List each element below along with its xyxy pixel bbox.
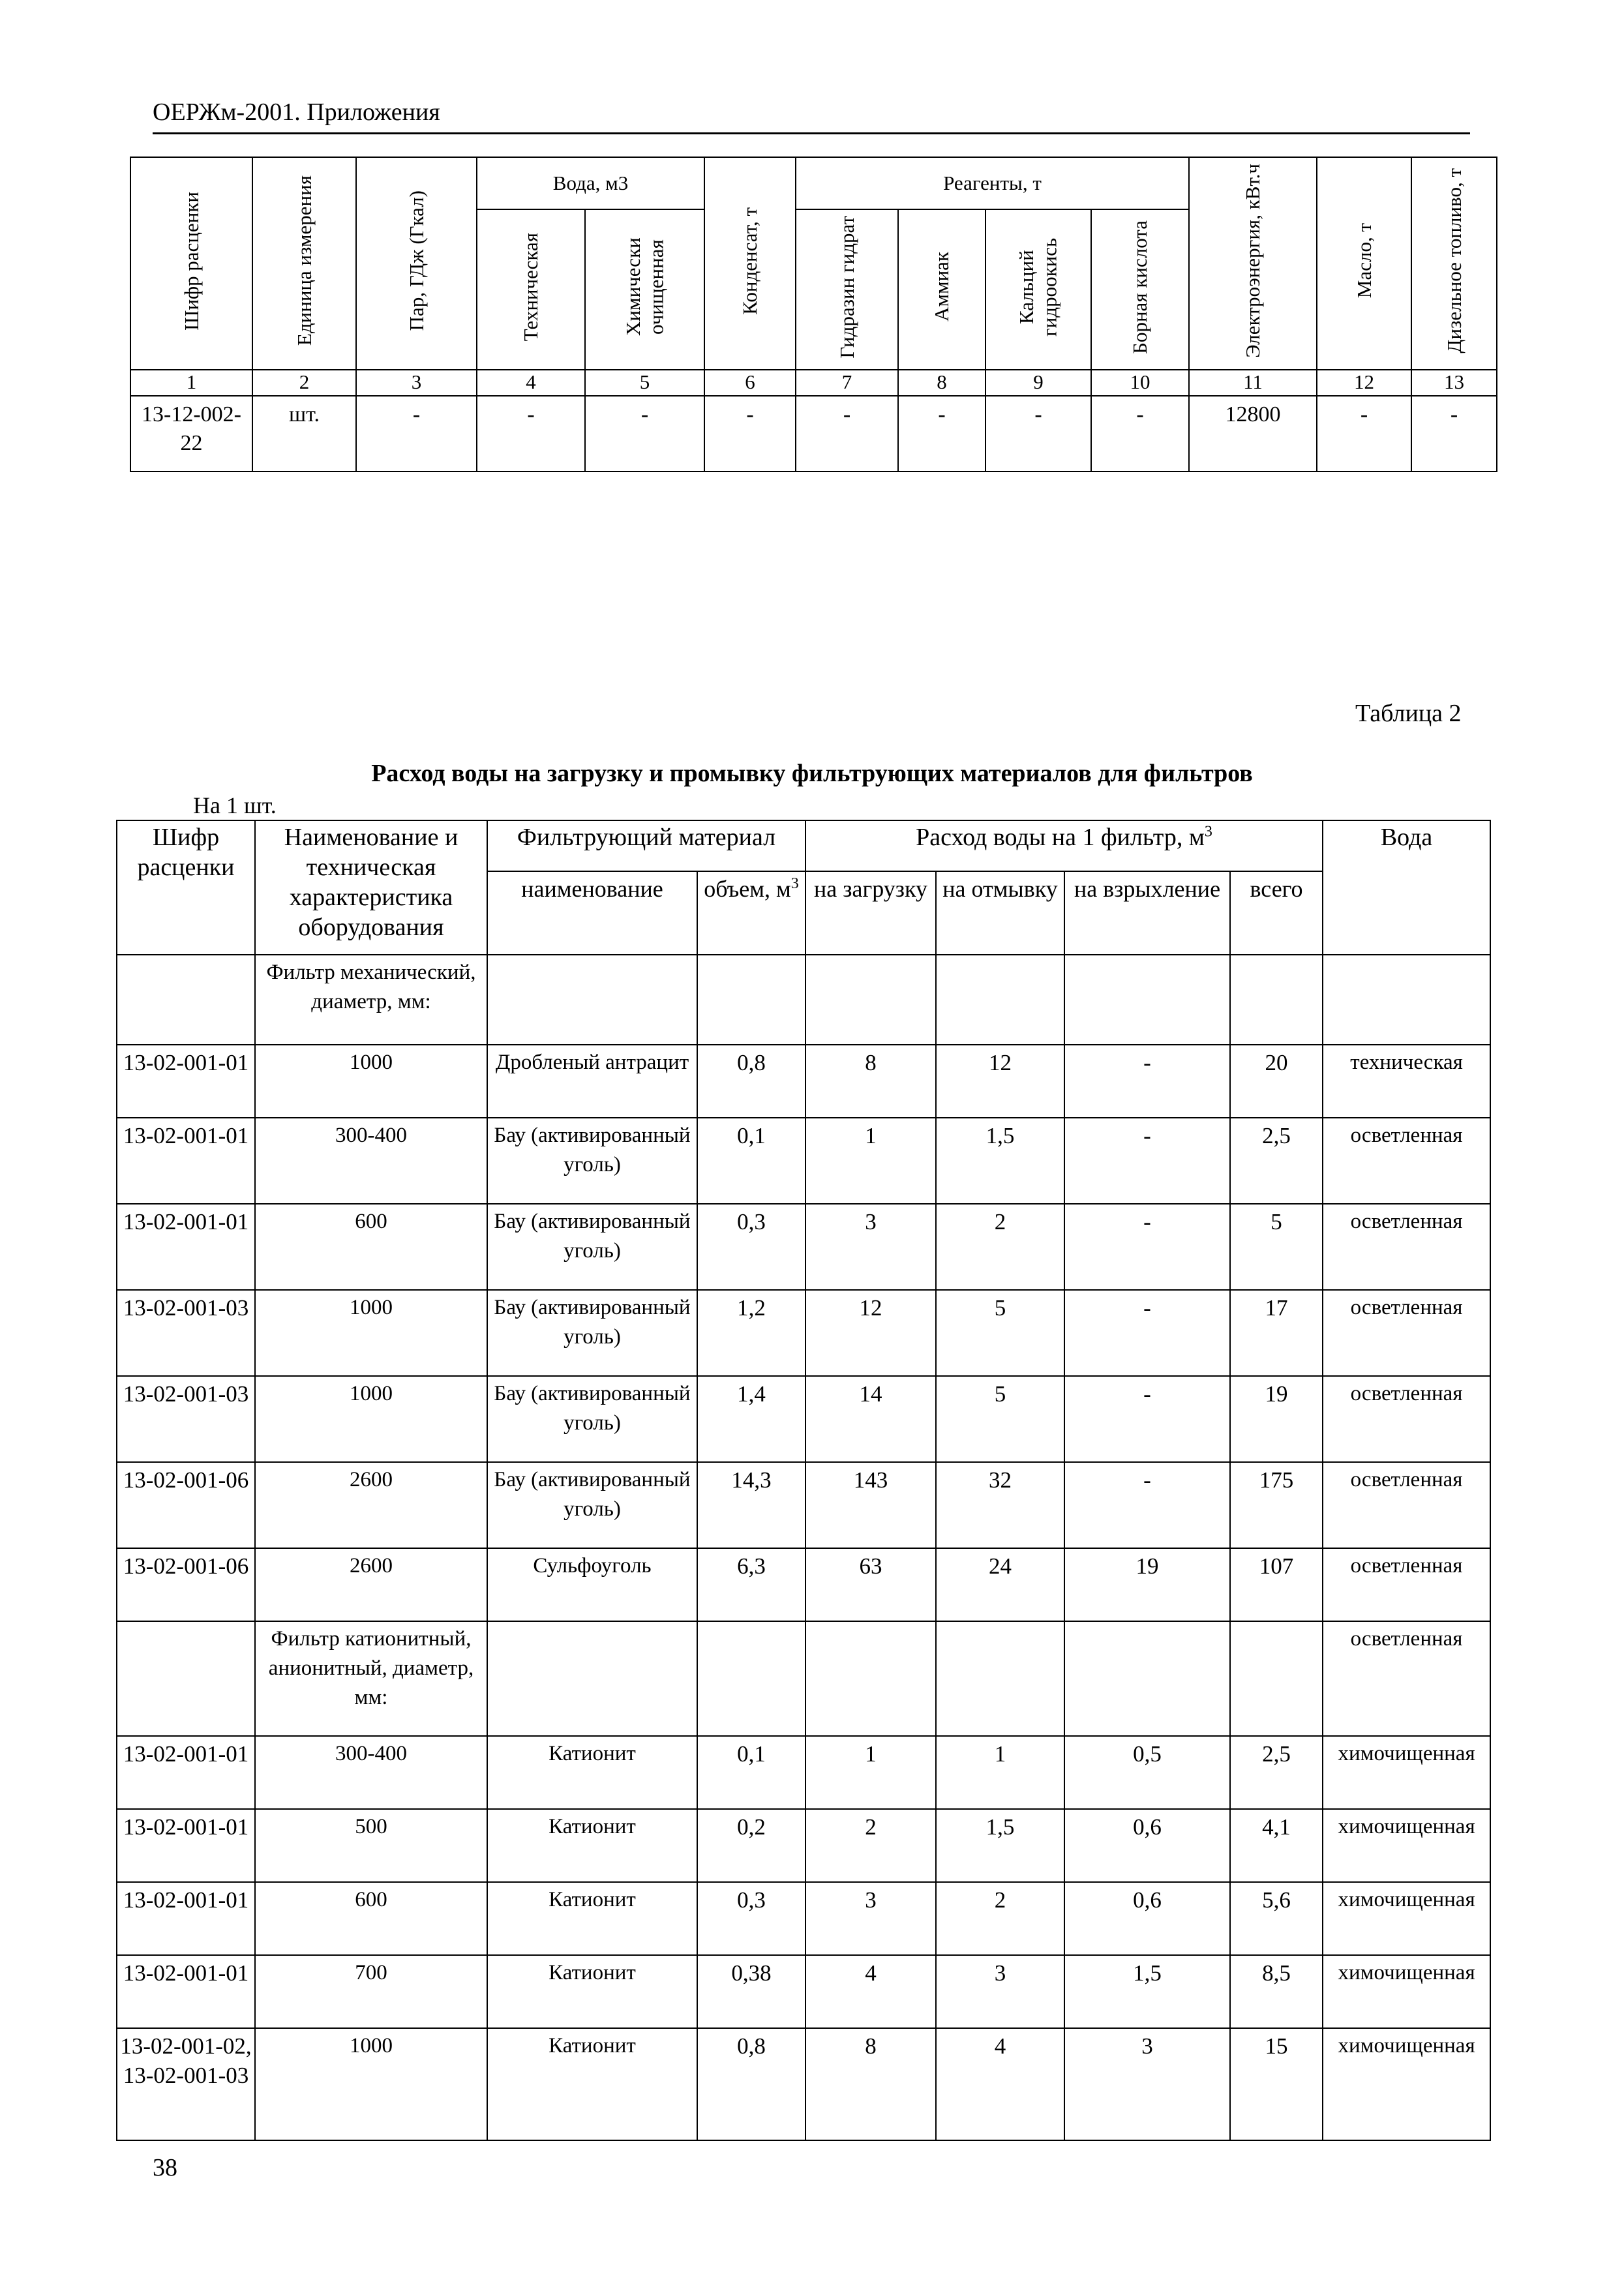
header-oil-label: Масло, т bbox=[1352, 223, 1376, 299]
table-row bbox=[117, 1882, 1490, 1955]
table-cell bbox=[697, 1621, 805, 1736]
table-cell: 600 bbox=[255, 1204, 487, 1290]
table-cell: 13-02-001-06 bbox=[117, 1548, 255, 1621]
table-cell: 4 bbox=[936, 2028, 1064, 2140]
header-water-chem bbox=[585, 209, 704, 370]
table-cell: 8 bbox=[805, 2028, 936, 2140]
header-loading: на загрузку bbox=[805, 871, 936, 955]
header-code: Шифр расценки bbox=[117, 820, 255, 955]
table-cell: 5 bbox=[936, 1376, 1064, 1462]
header-diesel bbox=[1411, 157, 1497, 370]
table-cell: Катионит bbox=[487, 1736, 697, 1809]
table-cell: 12 bbox=[936, 1045, 1064, 1118]
table-row bbox=[117, 1955, 1490, 2028]
table-cell: 2,5 bbox=[1230, 1118, 1323, 1204]
column-number: 13 bbox=[1411, 370, 1497, 396]
table-cell: 20 bbox=[1230, 1045, 1323, 1118]
table-cell bbox=[1323, 955, 1490, 1045]
table-cell bbox=[117, 1621, 255, 1736]
header-unit bbox=[252, 157, 356, 370]
table-cell: 13-12-002-22 bbox=[130, 396, 252, 471]
document-header-title: ОЕРЖм-2001. Приложения bbox=[153, 98, 440, 126]
table-cell: 13-02-001-02, 13-02-001-03 bbox=[117, 2028, 255, 2140]
table-cell: 13-02-001-01 bbox=[117, 1882, 255, 1955]
table-cell bbox=[1064, 1621, 1230, 1736]
table-cell: 5 bbox=[1230, 1204, 1323, 1290]
table-cell: 5 bbox=[936, 1290, 1064, 1376]
table-cell bbox=[936, 955, 1064, 1045]
table-cell: - bbox=[477, 396, 585, 471]
table-cell: 1,5 bbox=[1064, 1955, 1230, 2028]
table-cell: 13-02-001-01 bbox=[117, 1118, 255, 1204]
table-cell bbox=[805, 1621, 936, 1736]
table-cell: 12800 bbox=[1189, 396, 1317, 471]
table-cell: 5,6 bbox=[1230, 1882, 1323, 1955]
table-cell: - bbox=[1064, 1204, 1230, 1290]
table-cell: 13-02-001-03 bbox=[117, 1376, 255, 1462]
header-boric-label: Борная кислота bbox=[1128, 220, 1152, 354]
header-material-volume-sup: 3 bbox=[790, 875, 799, 892]
header-water-tech-label: Техническая bbox=[519, 232, 543, 342]
table-row bbox=[117, 1045, 1490, 1118]
table-cell: - bbox=[1091, 396, 1189, 471]
table-cell: Фильтр механический, диаметр, мм: bbox=[255, 955, 487, 1045]
table-cell: Дробленый антрацит bbox=[487, 1045, 697, 1118]
table-cell: 143 bbox=[805, 1462, 936, 1548]
header-unit-label: Единица измерения bbox=[292, 175, 316, 346]
header-boric bbox=[1091, 209, 1189, 370]
header-material-group: Фильтрующий материал bbox=[487, 820, 805, 871]
table-cell: 12 bbox=[805, 1290, 936, 1376]
header-hydrazine bbox=[796, 209, 898, 370]
table-cell: 13-02-001-03 bbox=[117, 1290, 255, 1376]
table-cell: химочищенная bbox=[1323, 1809, 1490, 1882]
table-cell bbox=[936, 1621, 1064, 1736]
header-code-label: Шифр расценки bbox=[179, 191, 203, 331]
header-ammonia-label: Аммиак bbox=[930, 252, 954, 322]
table-cell bbox=[805, 955, 936, 1045]
table-cell: 24 bbox=[936, 1548, 1064, 1621]
table-cell: Катионит bbox=[487, 1809, 697, 1882]
table-cell: 1000 bbox=[255, 1045, 487, 1118]
column-number: 4 bbox=[477, 370, 585, 396]
header-water: Вода bbox=[1323, 820, 1490, 955]
header-reagents-group: Реагенты, т bbox=[796, 157, 1189, 209]
table-cell: химочищенная bbox=[1323, 1882, 1490, 1955]
table-cell: Бау (активированный уголь) bbox=[487, 1462, 697, 1548]
table-cell: 0,8 bbox=[697, 2028, 805, 2140]
table-cell: 0,3 bbox=[697, 1882, 805, 1955]
table-cell: 17 bbox=[1230, 1290, 1323, 1376]
table-title: Расход воды на загрузку и промывку фильтрующих материалов для фильтров bbox=[371, 760, 1253, 787]
header-water-group-label: Расход воды на 1 фильтр, м bbox=[916, 824, 1205, 851]
table-cell: Катионит bbox=[487, 2028, 697, 2140]
table-cell bbox=[117, 955, 255, 1045]
table-cell: 600 bbox=[255, 1882, 487, 1955]
table-row bbox=[117, 1118, 1490, 1204]
table-row bbox=[117, 2028, 1490, 2140]
table-row bbox=[117, 1376, 1490, 1462]
table-cell: Катионит bbox=[487, 1882, 697, 1955]
table-cell: 300-400 bbox=[255, 1118, 487, 1204]
table-cell: 63 bbox=[805, 1548, 936, 1621]
table-cell: 700 bbox=[255, 1955, 487, 2028]
column-number: 11 bbox=[1189, 370, 1317, 396]
header-loosening: на взрыхление bbox=[1064, 871, 1230, 955]
table-cell: Сульфоуголь bbox=[487, 1548, 697, 1621]
table-cell: 1 bbox=[936, 1736, 1064, 1809]
table-cell: Бау (активированный уголь) bbox=[487, 1376, 697, 1462]
table-cell: осветленная bbox=[1323, 1290, 1490, 1376]
table-cell: Бау (активированный уголь) bbox=[487, 1290, 697, 1376]
table-cell: 0,6 bbox=[1064, 1809, 1230, 1882]
table-cell: 0,38 bbox=[697, 1955, 805, 2028]
table-row bbox=[117, 1548, 1490, 1621]
header-hydrazine-label: Гидразин гидрат bbox=[835, 215, 858, 359]
header-water-tech bbox=[477, 209, 585, 370]
header-water-group bbox=[805, 820, 1323, 871]
header-diesel-label: Дизельное топливо, т bbox=[1442, 168, 1466, 353]
table-cell: 175 bbox=[1230, 1462, 1323, 1548]
header-oil bbox=[1317, 157, 1411, 370]
table-cell: - bbox=[1064, 1045, 1230, 1118]
table-cell: - bbox=[704, 396, 796, 471]
table-cell: 300-400 bbox=[255, 1736, 487, 1809]
table-cell: 2 bbox=[936, 1204, 1064, 1290]
table-row bbox=[117, 1204, 1490, 1290]
table-cell: - bbox=[1411, 396, 1497, 471]
header-electricity bbox=[1189, 157, 1317, 370]
table-cell: осветленная bbox=[1323, 1462, 1490, 1548]
table-cell bbox=[1064, 955, 1230, 1045]
table-cell: 0,3 bbox=[697, 1204, 805, 1290]
table-cell bbox=[1230, 955, 1323, 1045]
table-cell: шт. bbox=[252, 396, 356, 471]
header-electricity-label: Электроэнергия, кВт.ч bbox=[1241, 164, 1265, 358]
resource-table bbox=[130, 157, 1497, 472]
header-steam bbox=[356, 157, 477, 370]
table-cell: осветленная bbox=[1323, 1204, 1490, 1290]
header-material-volume bbox=[697, 871, 805, 955]
table-cell: 1000 bbox=[255, 2028, 487, 2140]
table-cell: - bbox=[1064, 1118, 1230, 1204]
table-cell: 2600 bbox=[255, 1548, 487, 1621]
table-cell: - bbox=[585, 396, 704, 471]
table-cell: 13-02-001-01 bbox=[117, 1204, 255, 1290]
table-cell: химочищенная bbox=[1323, 1955, 1490, 2028]
table-cell: - bbox=[1064, 1376, 1230, 1462]
table-cell: 14,3 bbox=[697, 1462, 805, 1548]
header-total: всего bbox=[1230, 871, 1323, 955]
filter-water-table bbox=[116, 820, 1491, 2141]
table-cell: 0,1 bbox=[697, 1736, 805, 1809]
column-number: 10 bbox=[1091, 370, 1189, 396]
table-cell: осветленная bbox=[1323, 1118, 1490, 1204]
table-cell: - bbox=[356, 396, 477, 471]
table-cell: осветленная bbox=[1323, 1376, 1490, 1462]
table-cell: 8,5 bbox=[1230, 1955, 1323, 2028]
table-cell: 13-02-001-01 bbox=[117, 1736, 255, 1809]
table-cell: Бау (активированный уголь) bbox=[487, 1204, 697, 1290]
column-number: 9 bbox=[985, 370, 1091, 396]
column-number-row bbox=[130, 370, 1497, 396]
table-row bbox=[117, 1290, 1490, 1376]
table-cell: 107 bbox=[1230, 1548, 1323, 1621]
column-number: 2 bbox=[252, 370, 356, 396]
table-cell: - bbox=[796, 396, 898, 471]
table-cell bbox=[487, 955, 697, 1045]
table-cell: осветленная bbox=[1323, 1548, 1490, 1621]
table-cell: 3 bbox=[805, 1882, 936, 1955]
table-cell: 0,8 bbox=[697, 1045, 805, 1118]
header-material-volume-label: объем, м bbox=[704, 876, 791, 902]
table-row bbox=[117, 1809, 1490, 1882]
table-cell: - bbox=[898, 396, 985, 471]
table-cell: 8 bbox=[805, 1045, 936, 1118]
table-cell bbox=[487, 1621, 697, 1736]
table-cell bbox=[697, 955, 805, 1045]
table-cell: 1 bbox=[805, 1118, 936, 1204]
header-material-name: наименование bbox=[487, 871, 697, 955]
header-washing: на отмывку bbox=[936, 871, 1064, 955]
table-cell: 1 bbox=[805, 1736, 936, 1809]
table-cell: 13-02-001-01 bbox=[117, 1045, 255, 1118]
header-calcium-label: Кальций гидроокись bbox=[1015, 237, 1061, 337]
header-steam-label: Пар, ГДж (Гкал) bbox=[404, 190, 428, 331]
table-cell: 2,5 bbox=[1230, 1736, 1323, 1809]
table-cell: техническая bbox=[1323, 1045, 1490, 1118]
header-name: Наименование и техническая характеристика оборудования bbox=[255, 820, 487, 955]
table-cell: 1,4 bbox=[697, 1376, 805, 1462]
table-cell: 1,2 bbox=[697, 1290, 805, 1376]
table-cell: 0,6 bbox=[1064, 1882, 1230, 1955]
table-cell: - bbox=[1064, 1462, 1230, 1548]
table-cell: 19 bbox=[1064, 1548, 1230, 1621]
table-cell: - bbox=[1064, 1290, 1230, 1376]
table-cell: 0,1 bbox=[697, 1118, 805, 1204]
table-cell: 3 bbox=[1064, 2028, 1230, 2140]
table-cell: 1,5 bbox=[936, 1809, 1064, 1882]
table-cell: 13-02-001-01 bbox=[117, 1809, 255, 1882]
column-number: 3 bbox=[356, 370, 477, 396]
table-cell: 2 bbox=[805, 1809, 936, 1882]
per-unit-note: На 1 шт. bbox=[193, 792, 277, 818]
header-rule bbox=[153, 132, 1470, 134]
table-cell: химочищенная bbox=[1323, 1736, 1490, 1809]
table-cell: 500 bbox=[255, 1809, 487, 1882]
table-cell: 13-02-001-01 bbox=[117, 1955, 255, 2028]
header-water-group: Вода, м3 bbox=[477, 157, 704, 209]
column-number: 7 bbox=[796, 370, 898, 396]
table-cell: 4,1 bbox=[1230, 1809, 1323, 1882]
column-number: 1 bbox=[130, 370, 252, 396]
table-row bbox=[117, 1462, 1490, 1548]
table-cell: 15 bbox=[1230, 2028, 1323, 2140]
table-row bbox=[117, 955, 1490, 1045]
table-cell: - bbox=[985, 396, 1091, 471]
table-cell: 14 bbox=[805, 1376, 936, 1462]
column-number: 5 bbox=[585, 370, 704, 396]
table-cell: 6,3 bbox=[697, 1548, 805, 1621]
table-cell: Катионит bbox=[487, 1955, 697, 2028]
column-number: 12 bbox=[1317, 370, 1411, 396]
table-number-label: Таблица 2 bbox=[1355, 700, 1462, 727]
header-condensate bbox=[704, 157, 796, 370]
header-ammonia bbox=[898, 209, 985, 370]
table-cell: 13-02-001-06 bbox=[117, 1462, 255, 1548]
table-cell bbox=[1230, 1621, 1323, 1736]
header-code bbox=[130, 157, 252, 370]
header-water-group-sup: 3 bbox=[1204, 823, 1212, 841]
table-cell: 2 bbox=[936, 1882, 1064, 1955]
table-row bbox=[117, 1621, 1490, 1736]
table-cell: химочищенная bbox=[1323, 2028, 1490, 2140]
table-cell: - bbox=[1317, 396, 1411, 471]
table-cell: Фильтр катионитный, анионитный, диаметр, мм: bbox=[255, 1621, 487, 1736]
table-cell: 32 bbox=[936, 1462, 1064, 1548]
table-row bbox=[130, 396, 1497, 471]
table-cell: 1000 bbox=[255, 1376, 487, 1462]
table-cell: 0,5 bbox=[1064, 1736, 1230, 1809]
table-cell: 1,5 bbox=[936, 1118, 1064, 1204]
header-water-chem-label: Химически очищенная bbox=[621, 237, 668, 337]
table-cell: 3 bbox=[936, 1955, 1064, 2028]
table-cell: 1000 bbox=[255, 1290, 487, 1376]
header-condensate-label: Конденсат, т bbox=[738, 207, 762, 315]
table-cell: 2600 bbox=[255, 1462, 487, 1548]
column-number: 6 bbox=[704, 370, 796, 396]
header-calcium bbox=[985, 209, 1091, 370]
page-number: 38 bbox=[153, 2154, 177, 2181]
table-cell: 0,2 bbox=[697, 1809, 805, 1882]
table-cell: осветленная bbox=[1323, 1621, 1490, 1736]
table-cell: 3 bbox=[805, 1204, 936, 1290]
table-cell: Бау (активированный уголь) bbox=[487, 1118, 697, 1204]
table-cell: 19 bbox=[1230, 1376, 1323, 1462]
table-row bbox=[117, 1736, 1490, 1809]
table-cell: 4 bbox=[805, 1955, 936, 2028]
column-number: 8 bbox=[898, 370, 985, 396]
